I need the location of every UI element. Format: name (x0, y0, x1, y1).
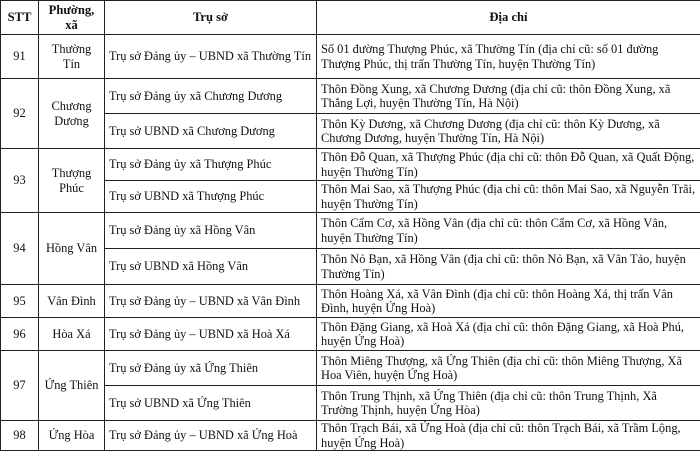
table-header-row (1, 1, 700, 35)
ward-cell: Vân Đình (39, 285, 105, 318)
address-cell: Thôn Cẩm Cơ, xã Hồng Vân (địa chỉ cũ: thôn Cẩm Cơ, xã Hồng Vân, huyện Thường Tín) (317, 213, 700, 249)
office-cell: Trụ sở Đảng ủy – UBND xã Vân Đình (105, 285, 317, 318)
ward-cell: Hồng Vân (39, 213, 105, 285)
office-cell: Trụ sở UBND xã Ứng Thiên (105, 386, 317, 421)
table-row (1, 149, 700, 181)
office-cell: Trụ sở Đảng ủy – UBND xã Ứng Hoà (105, 421, 317, 451)
address-cell: Thôn Hoàng Xá, xã Vân Đình (địa chỉ cũ: thôn Hoàng Xá, thị trấn Vân Đình, huyện Ứng Hoà) (317, 285, 700, 318)
table-row (1, 213, 700, 249)
stt-cell: 93 (1, 149, 39, 213)
table-row (1, 79, 700, 114)
office-cell: Trụ sở Đảng ủy xã Chương Dương (105, 79, 317, 114)
header-address: Địa chỉ (317, 1, 700, 35)
table-body (1, 35, 700, 451)
office-cell: Trụ sở UBND xã Thượng Phúc (105, 181, 317, 213)
table-row (1, 285, 700, 318)
stt-cell: 94 (1, 213, 39, 285)
office-cell: Trụ sở UBND xã Hồng Vân (105, 249, 317, 285)
office-cell: Trụ sở Đảng ủy xã Hồng Vân (105, 213, 317, 249)
address-cell: Thôn Mai Sao, xã Thượng Phúc (địa chỉ cũ: thôn Mai Sao, xã Nguyễn Trãi, huyện Thường Tín) (317, 181, 700, 213)
address-cell: Số 01 đường Thượng Phúc, xã Thường Tín (địa chỉ cũ: số 01 đường Thượng Phúc, thị trấn Thường Tín, huyện Thường Tín) (317, 35, 700, 79)
table-row (1, 114, 700, 149)
stt-cell: 92 (1, 79, 39, 149)
table-row (1, 249, 700, 285)
stt-cell: 95 (1, 285, 39, 318)
table-row (1, 421, 700, 451)
header-office: Trụ sở (105, 1, 317, 35)
table-row (1, 351, 700, 386)
ward-cell: Ứng Thiên (39, 351, 105, 421)
table-row (1, 35, 700, 79)
stt-cell: 91 (1, 35, 39, 79)
ward-cell: Thượng Phúc (39, 149, 105, 213)
address-cell: Thôn Nỏ Bạn, xã Hồng Vân (địa chỉ cũ: thôn Nỏ Bạn, xã Vân Tảo, huyện Thường Tín) (317, 249, 700, 285)
address-cell: Thôn Kỳ Dương, xã Chương Dương (địa chỉ cũ: thôn Kỳ Dương, xã Chương Dương, huyện Thường Tín, Hà Nội) (317, 114, 700, 149)
address-cell: Thôn Đặng Giang, xã Hoà Xá (địa chỉ cũ: thôn Đặng Giang, xã Hoà Phú, huyện Ứng Hoà) (317, 318, 700, 351)
office-cell: Trụ sở Đảng ủy – UBND xã Hoà Xá (105, 318, 317, 351)
table-row (1, 318, 700, 351)
table-row (1, 386, 700, 421)
office-cell: Trụ sở Đảng ủy xã Thượng Phúc (105, 149, 317, 181)
address-cell: Thôn Trung Thịnh, xã Ứng Thiên (địa chỉ cũ: thôn Trung Thịnh, Xã Trường Thịnh, huyện Ứng Hòa) (317, 386, 700, 421)
office-cell: Trụ sở UBND xã Chương Dương (105, 114, 317, 149)
office-cell: Trụ sở Đảng ủy xã Ứng Thiên (105, 351, 317, 386)
office-cell: Trụ sở Đảng ủy – UBND xã Thường Tín (105, 35, 317, 79)
stt-cell: 96 (1, 318, 39, 351)
address-cell: Thôn Đỗ Quan, xã Thượng Phúc (địa chỉ cũ: thôn Đỗ Quan, xã Quất Động, huyện Thường Tín) (317, 149, 700, 181)
address-cell: Thôn Trạch Bái, xã Ứng Hoà (địa chỉ cũ: thôn Trạch Bái, xã Trầm Lộng, huyện Ứng Hoà) (317, 421, 700, 451)
stt-cell: 98 (1, 421, 39, 451)
ward-cell: Ứng Hòa (39, 421, 105, 451)
address-cell: Thôn Đồng Xung, xã Chương Dương (địa chỉ cũ: thôn Đồng Xung, xã Thắng Lợi, huyện Thường Tín, Hà Nội) (317, 79, 700, 114)
header-stt: STT (1, 1, 39, 35)
ward-cell: Thường Tín (39, 35, 105, 79)
stt-cell: 97 (1, 351, 39, 421)
ward-cell: Chương Dương (39, 79, 105, 149)
header-ward: Phường, xã (39, 1, 105, 35)
table-row (1, 181, 700, 213)
address-cell: Thôn Miêng Thượng, xã Ứng Thiên (địa chỉ cũ: thôn Miêng Thượng, Xã Hoa Viên, huyện Ứng Hoà) (317, 351, 700, 386)
ward-cell: Hòa Xá (39, 318, 105, 351)
